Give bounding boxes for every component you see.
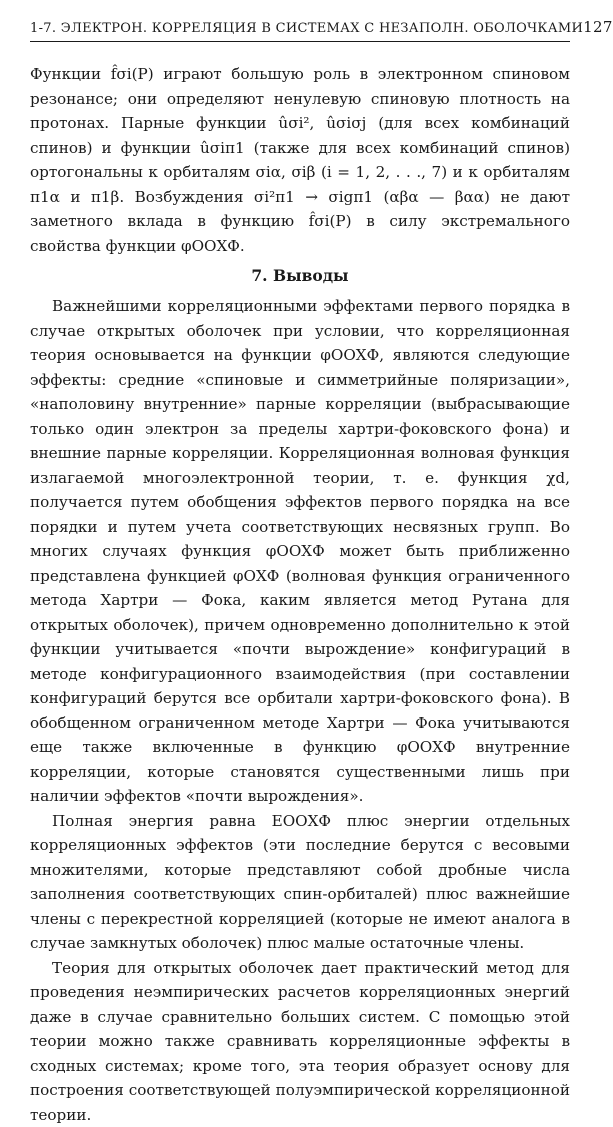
section-title: 7. Выводы: [30, 264, 570, 288]
running-title: 1-7. ЭЛЕКТРОН. КОРРЕЛЯЦИЯ В СИСТЕМАХ С НЕЗАПОЛН. ОБОЛОЧКАМИ: [30, 21, 583, 36]
intro-paragraph: Функции f̂σi(P) играют большую роль в электронном спиновом резонансе; они определяют ненулевую спиновую плотность на протонах. Парные функции ûσi², ûσiσj (для всех комбинаций спинов) и функции ûσiπ1 (также для всех комбинаций спинов) ортогональны к орбиталям σiα, σiβ (i = 1, 2, . . ., 7) и к орбиталям π1α и π1β. Возбуждения σi²π1 → σigπ1 (αβα — βαα) не дают заметного вклада в функцию f̂σi(P) в силу экстремального свойства функции φООХФ.: [30, 62, 570, 258]
body-paragraph-2: Полная энергия равна EООХФ плюс энергии отдельных корреляционных эффектов (эти последние берутся с весовыми множителями, которые представляют собой дробные числа заполнения соответствующих спин-орбиталей) плюс важнейшие члены с перекрестной корреляцией (которые не имеют аналога в случае замкнутых оболочек) плюс малые остаточные члены.: [30, 809, 570, 956]
page-number: 127: [583, 18, 613, 36]
running-head: [30, 18, 570, 42]
body-paragraph-3: Теория для открытых оболочек дает практический метод для проведения неэмпирических расчетов корреляционных энергий даже в случае сравнительно больших систем. С помощью этой теории можно также сравнивать корреляционные эффекты в сходных системах; кроме того, эта теория образует основу для построения соответствующей полуэмпирической корреляционной теории.: [30, 956, 570, 1127]
body-paragraph-1: Важнейшими корреляционными эффектами первого порядка в случае открытых оболочек при условии, что корреляционная теория основывается на функции φООХФ, являются следующие эффекты: средние «спиновые и симметрийные поляризации», «наполовину внутренние» парные корреляции (выбрасывающие только один электрон за пределы хартри-фоковского фона) и внешние парные корреляции. Корреляционная волновая функция излагаемой многоэлектронной теории, т. е. функция χd, получается путем обобщения эффектов первого порядка на все порядки и путем учета соответствующих несвязных групп. Во многих случаях функция φООХФ может быть приближенно представлена функцией φОХФ (волновая функция ограниченного метода Хартри — Фока, каким является метод Рутана для открытых оболочек), причем одновременно дополнительно к этой функции учитывается «почти вырождение» конфигураций в методе конфигурационного взаимодействия (при составлении конфигураций берутся все орбитали хартри-фоковского фона). В обобщенном ограниченном методе Хартри — Фока учитываются еще также включенные в функцию φООХФ внутренние корреляции, которые становятся существенными лишь при наличии эффектов «почти вырождения».: [30, 294, 570, 809]
book-page: [30, 18, 570, 1127]
